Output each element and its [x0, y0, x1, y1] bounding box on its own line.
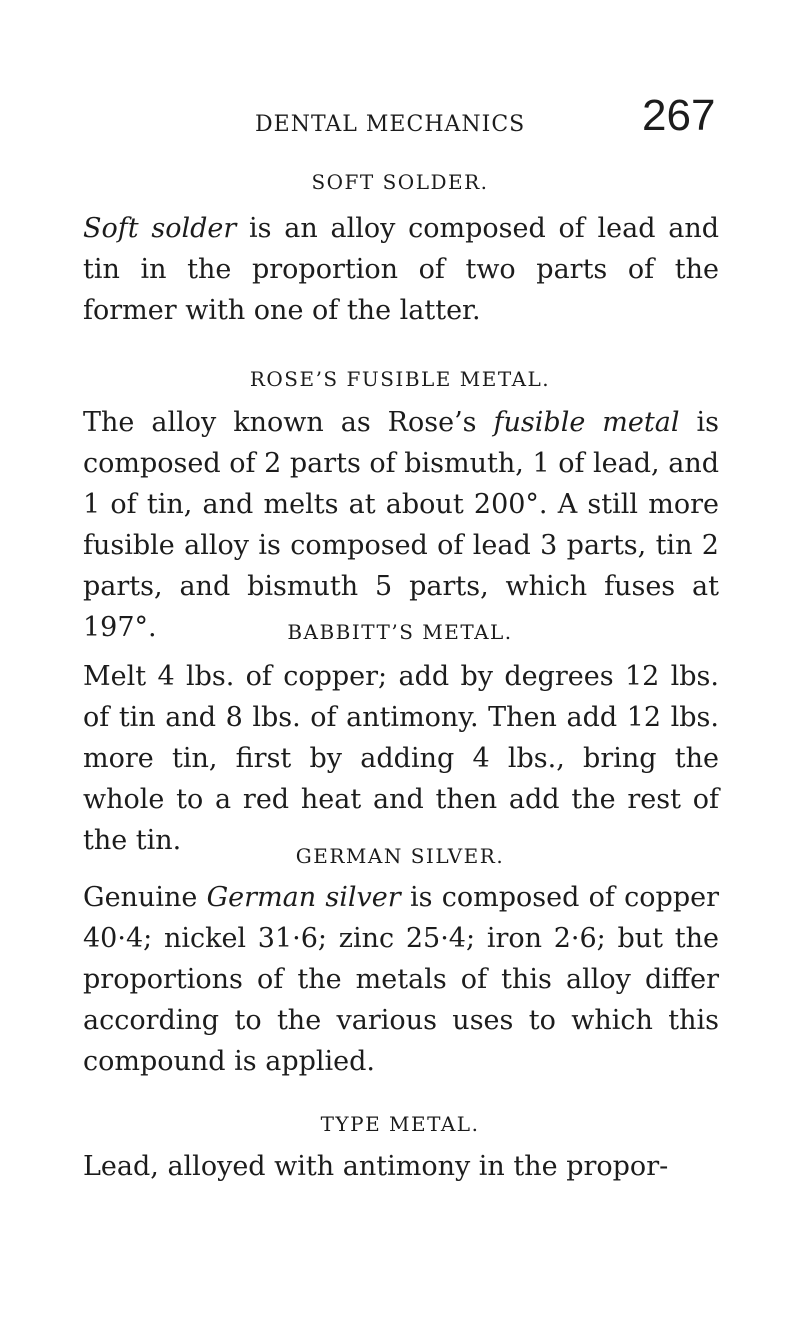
text-soft-solder: is an alloy composed of lead and tin in the proportion of two parts of the former with one of the latter.	[83, 213, 719, 326]
text-german-silver-before: Genuine	[83, 882, 198, 913]
section-heading-roses-metal: ROSE’S FUSIBLE METAL.	[249, 367, 551, 391]
term-german-silver: German silver	[206, 882, 401, 913]
section-heading-babbitts-metal: BABBITT’S METAL.	[287, 620, 513, 644]
page-number: 267	[642, 91, 716, 140]
text-roses-metal-before: The alloy known as Rose’s	[83, 407, 477, 438]
term-soft-solder: Soft solder	[83, 213, 237, 244]
term-fusible-metal: fusible metal	[493, 407, 680, 438]
section-heading-type-metal: TYPE METAL.	[320, 1112, 480, 1136]
section-heading-soft-solder: SOFT SOLDER.	[311, 170, 489, 194]
paragraph-roses-metal	[83, 402, 719, 648]
text-roses-metal-after: is composed of 2 parts of bismuth, 1 of lead, and 1 of tin, and melts at about 200°. A still more fusible alloy is composed of lead 3 parts, tin 2 parts, and bismuth 5 parts, which fuses at 197°.	[83, 407, 719, 643]
paragraph-german-silver	[83, 877, 719, 1082]
running-head	[0, 92, 800, 142]
paragraph-soft-solder	[83, 208, 719, 331]
section-heading-german-silver: GERMAN SILVER.	[295, 844, 505, 868]
text-german-silver-after: is composed of copper 40·4; nickel 31·6; zinc 25·4; iron 2·6; but the proportions of the metals of this alloy differ according to the various uses to which this compound is applied.	[83, 882, 719, 1077]
paragraph-type-metal: Lead, alloyed with antimony in the propor-	[83, 1151, 669, 1182]
running-title: DENTAL MECHANICS	[255, 112, 526, 137]
paragraph-babbitts-metal: Melt 4 lbs. of copper; add by degrees 12 lbs. of tin and 8 lbs. of antimony. Then add 12 lbs. more tin, first by adding 4 lbs., bring the whole to a red heat and then add the rest of the tin.	[83, 661, 719, 856]
